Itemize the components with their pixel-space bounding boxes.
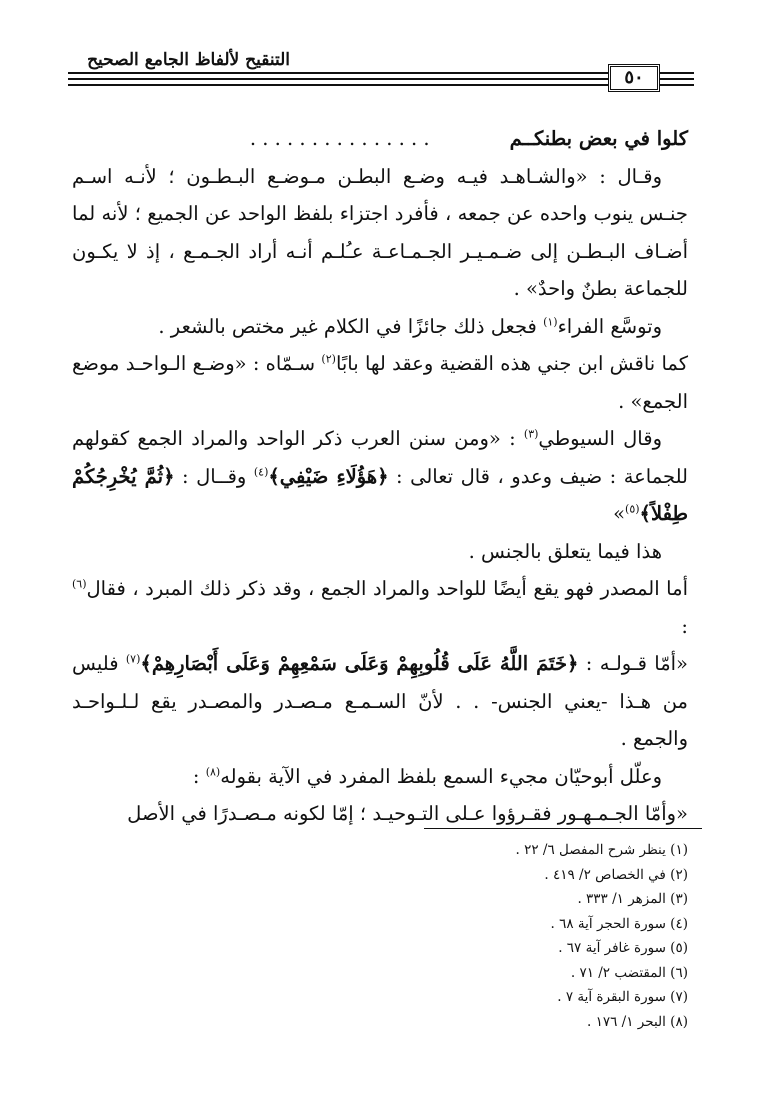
text-run: وقــال : <box>174 464 254 488</box>
footnote: (٧) سورة البقرة آية ٧ . <box>557 989 688 1005</box>
lead-quote: كلوا في بعض بطنكــم <box>509 127 688 150</box>
quran-verse: ﴿خَتَمَ اللَّهُ عَلَى قُلُوبِهِمْ وَعَلَى سَمْعِهِمْ وَعَلَى أَبْصَارِهِمْ﴾ <box>140 652 579 675</box>
paragraph: هذا فيما يتعلق بالجنس . <box>468 539 662 563</box>
text-run: كما ناقش ابن جني هذه القضية وعقد لها بابًا <box>335 352 688 375</box>
text-run: وتوسَّع الفراء <box>557 314 662 338</box>
footnote: (٢) في الخصاص ٢/ ٤١٩ . <box>544 866 688 883</box>
text-run: : «ومن سنن العرب ذكر الواحد والمراد الجمع كقولهم للجماعة : ضيف وعدو ، قال تعالى : <box>72 427 688 488</box>
footnote: (٨) البحر ١/ ١٧٦ . <box>587 1013 688 1030</box>
footnote-ref: (٣) <box>523 427 539 441</box>
text-run: سـمّاه : «وضـع الـواحـد موضع الجمع» . <box>72 352 688 413</box>
paragraph <box>72 758 688 796</box>
quran-verse: ﴿هَؤُلَاءِ ضَيْفِي﴾ <box>268 464 389 488</box>
text-run: وعلّل أبوحيّان مجيء السمع بلفظ المفرد في الآية بقوله <box>220 764 662 788</box>
paragraph <box>72 420 688 533</box>
footnote-ref: (٥) <box>625 502 640 516</box>
ellipsis-dots: . . . . . . . . . . . . . . . <box>249 127 430 150</box>
text-run: : <box>192 764 206 788</box>
footnote-ref: (٢) <box>321 352 336 366</box>
page-number: ٥٠ <box>608 64 660 92</box>
footnotes <box>388 838 688 1034</box>
footnote: (٥) سورة غافر آية ٦٧ . <box>558 940 688 956</box>
footnote-ref: (١) <box>543 315 558 328</box>
footnote: (١) ينظر شرح المفصل ٦/ ٢٢ . <box>515 842 688 858</box>
header-rule <box>68 78 694 80</box>
footnote: (٤) سورة الحجر آية ٦٨ . <box>550 915 688 932</box>
header-rule <box>68 72 694 74</box>
paragraph <box>72 645 688 758</box>
paragraph <box>72 345 688 420</box>
header-rule <box>68 84 694 86</box>
lead-line <box>72 120 688 158</box>
text-run: «أمّا قـولـه : <box>578 652 688 675</box>
footnote: (٣) المزهر ١/ ٣٣٣ . <box>577 891 688 907</box>
paragraph: وقـال : «والشـاهـد فيـه وضـع البطـن مـوضـع البـطـون ؛ لأنـه اسـم جنـس ينوب واحده عن جمعه ، فأفرد اجتزاء بلفظ الواحد عن الجميع ؛ لأنه لما أضـاف البـطـن إلى ضـمـيـر الجـمـاعـة عـُلـم أنـه أراد الجـمـع ، إذ لا يكـون للجماعة بطنٌ واحدٌ» . <box>72 164 688 300</box>
footnote-ref: (٤) <box>253 465 269 478</box>
paragraph: «وأمّا الجـمـهـور فقـرؤوا عـلى التـوحيـد ؛ إمّا لكونه مـصـدرًا في الأصل <box>127 802 688 825</box>
footnote-ref: (٦) <box>72 577 87 591</box>
paragraph <box>72 570 688 645</box>
text-run: » <box>613 502 626 525</box>
text-run: : <box>681 614 688 638</box>
footnote-separator <box>424 828 702 829</box>
footnote: (٦) المقتضب ٢/ ٧١ . <box>570 964 688 981</box>
quran-verse: ﴿ثُمَّ يُخْرِجُكُمْ طِفْلاً﴾ <box>72 464 688 525</box>
text-run: أما المصدر فهو يقع أيضًا للواحد والمراد الجمع ، وقد ذكر ذلك المبرد ، فقال <box>86 577 688 600</box>
footnote-ref: (٨) <box>205 765 221 778</box>
text-run: فليس من هـذا -يعني الجنس- . . لأنّ السـمـع مـصـدر والمصـدر يقع لـلـواحـد والجمع . <box>72 652 688 750</box>
footnote-ref: (٧) <box>125 652 141 666</box>
main-text <box>72 120 688 833</box>
text-run: وقال السيوطي <box>538 427 662 450</box>
paragraph <box>72 308 688 346</box>
text-run: فجعل ذلك جائزًا في الكلام غير مختص بالشعر . <box>158 314 544 338</box>
running-title: التنقيح لألفاظ الجامع الصحيح <box>87 50 290 70</box>
